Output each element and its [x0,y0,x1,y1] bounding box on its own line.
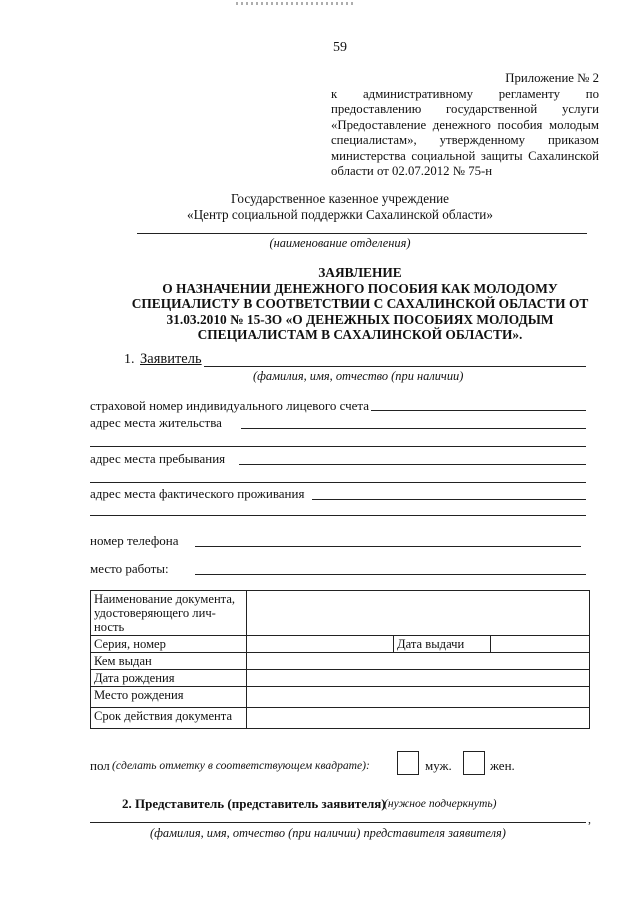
applicant-name-line[interactable] [204,366,586,367]
appendix-line: к административному регламенту по [331,86,599,101]
doc-name-label: Наименование документа, удостоверяющего лич-ность [91,591,247,636]
phone-label: номер телефона [90,533,179,548]
appendix-block [331,71,599,180]
actual-address-line-2[interactable] [90,515,586,516]
gender-hint: (сделать отметку в соответствующем квадрате): [112,759,370,772]
residence-line[interactable] [241,428,586,429]
section1-number: 1. [124,352,135,367]
male-label: муж. [425,758,452,773]
appendix-line: «Предоставление денежного пособия молодым [331,117,599,132]
scan-artifact [236,2,356,5]
snils-line[interactable] [371,410,586,411]
stay-line[interactable] [239,464,586,465]
birth-date-cell[interactable] [247,670,590,687]
stay-line-2[interactable] [90,482,586,483]
validity-label: Срок действия документа [91,708,247,729]
section1-heading: Заявитель [140,351,202,367]
issued-by-cell[interactable] [247,653,590,670]
representative-caption: (фамилия, имя, отчество (при наличии) представителя заявителя) [150,826,506,840]
document-title [90,265,630,343]
snils-label: страховой номер индивидуального лицевого счета [90,398,370,413]
issue-date-label: Дата выдачи [394,636,491,653]
section2-heading: 2. Представитель (представитель заявителя) [122,796,386,811]
male-checkbox[interactable] [397,751,419,775]
birth-date-label: Дата рождения [91,670,247,687]
issued-by-label: Кем выдан [91,653,247,670]
birth-place-label: Место рождения [91,687,247,708]
residence-line-2[interactable] [90,446,586,447]
applicant-name-caption: (фамилия, имя, отчество (при наличии) [253,369,464,383]
gender-label: пол [90,758,110,773]
series-label: Серия, номер [91,636,247,653]
table-row [91,708,590,729]
female-checkbox[interactable] [463,751,485,775]
actual-address-label: адрес места фактического проживания [90,486,305,501]
title-line: 31.03.2010 № 15-ЗО «О ДЕНЕЖНЫХ ПОСОБИЯХ МОЛОДЫМ [166,311,554,327]
work-line[interactable] [195,574,586,575]
work-label: место работы: [90,561,169,576]
organization-line: Государственное казенное учреждение [230,191,450,206]
table-row [91,591,590,636]
table-row [91,636,590,653]
birth-place-cell[interactable] [247,687,590,708]
title-line: СПЕЦИАЛИСТУ В СООТВЕТСТВИИ С САХАЛИНСКОЙ ОБЛАСТИ ОТ [131,296,589,311]
appendix-line: специалистам», утвержденному приказом [331,133,599,147]
id-document-table [90,590,590,729]
department-line [137,233,587,234]
stay-label: адрес места пребывания [90,451,226,466]
organization-line: «Центр социальной поддержки Сахалинской области» [187,207,493,222]
title-line: ЗАЯВЛЕНИЕ [318,265,402,280]
female-label: жен. [490,758,515,773]
issue-date-cell[interactable] [491,636,590,653]
actual-address-line[interactable] [312,499,586,500]
representative-name-line[interactable] [90,822,586,823]
residence-label: адрес места жительства [90,415,222,430]
series-cell[interactable] [247,636,394,653]
page-number: 59 [333,40,347,55]
validity-cell[interactable] [247,708,590,729]
table-row [91,653,590,670]
phone-line[interactable] [195,546,581,547]
table-row [91,687,590,708]
table-row [91,670,590,687]
appendix-line: Приложение № 2 [505,71,599,85]
appendix-line: области от 02.07.2012 № 75-н [331,164,493,178]
doc-name-cell[interactable] [247,591,590,636]
title-line: О НАЗНАЧЕНИИ ДЕНЕЖНОГО ПОСОБИЯ КАК МОЛОДОМУ [162,280,558,296]
comma-mark: , [588,812,591,826]
department-caption: (наименование отделения) [269,236,411,250]
appendix-line: предоставлению государственной услуги [331,102,599,116]
appendix-line: министерства социальной защиты Сахалинской [331,148,599,163]
title-line: СПЕЦИАЛИСТАМ В САХАЛИНСКОЙ ОБЛАСТИ». [197,327,523,342]
section2-hint: (нужное подчеркнуть) [384,797,497,810]
